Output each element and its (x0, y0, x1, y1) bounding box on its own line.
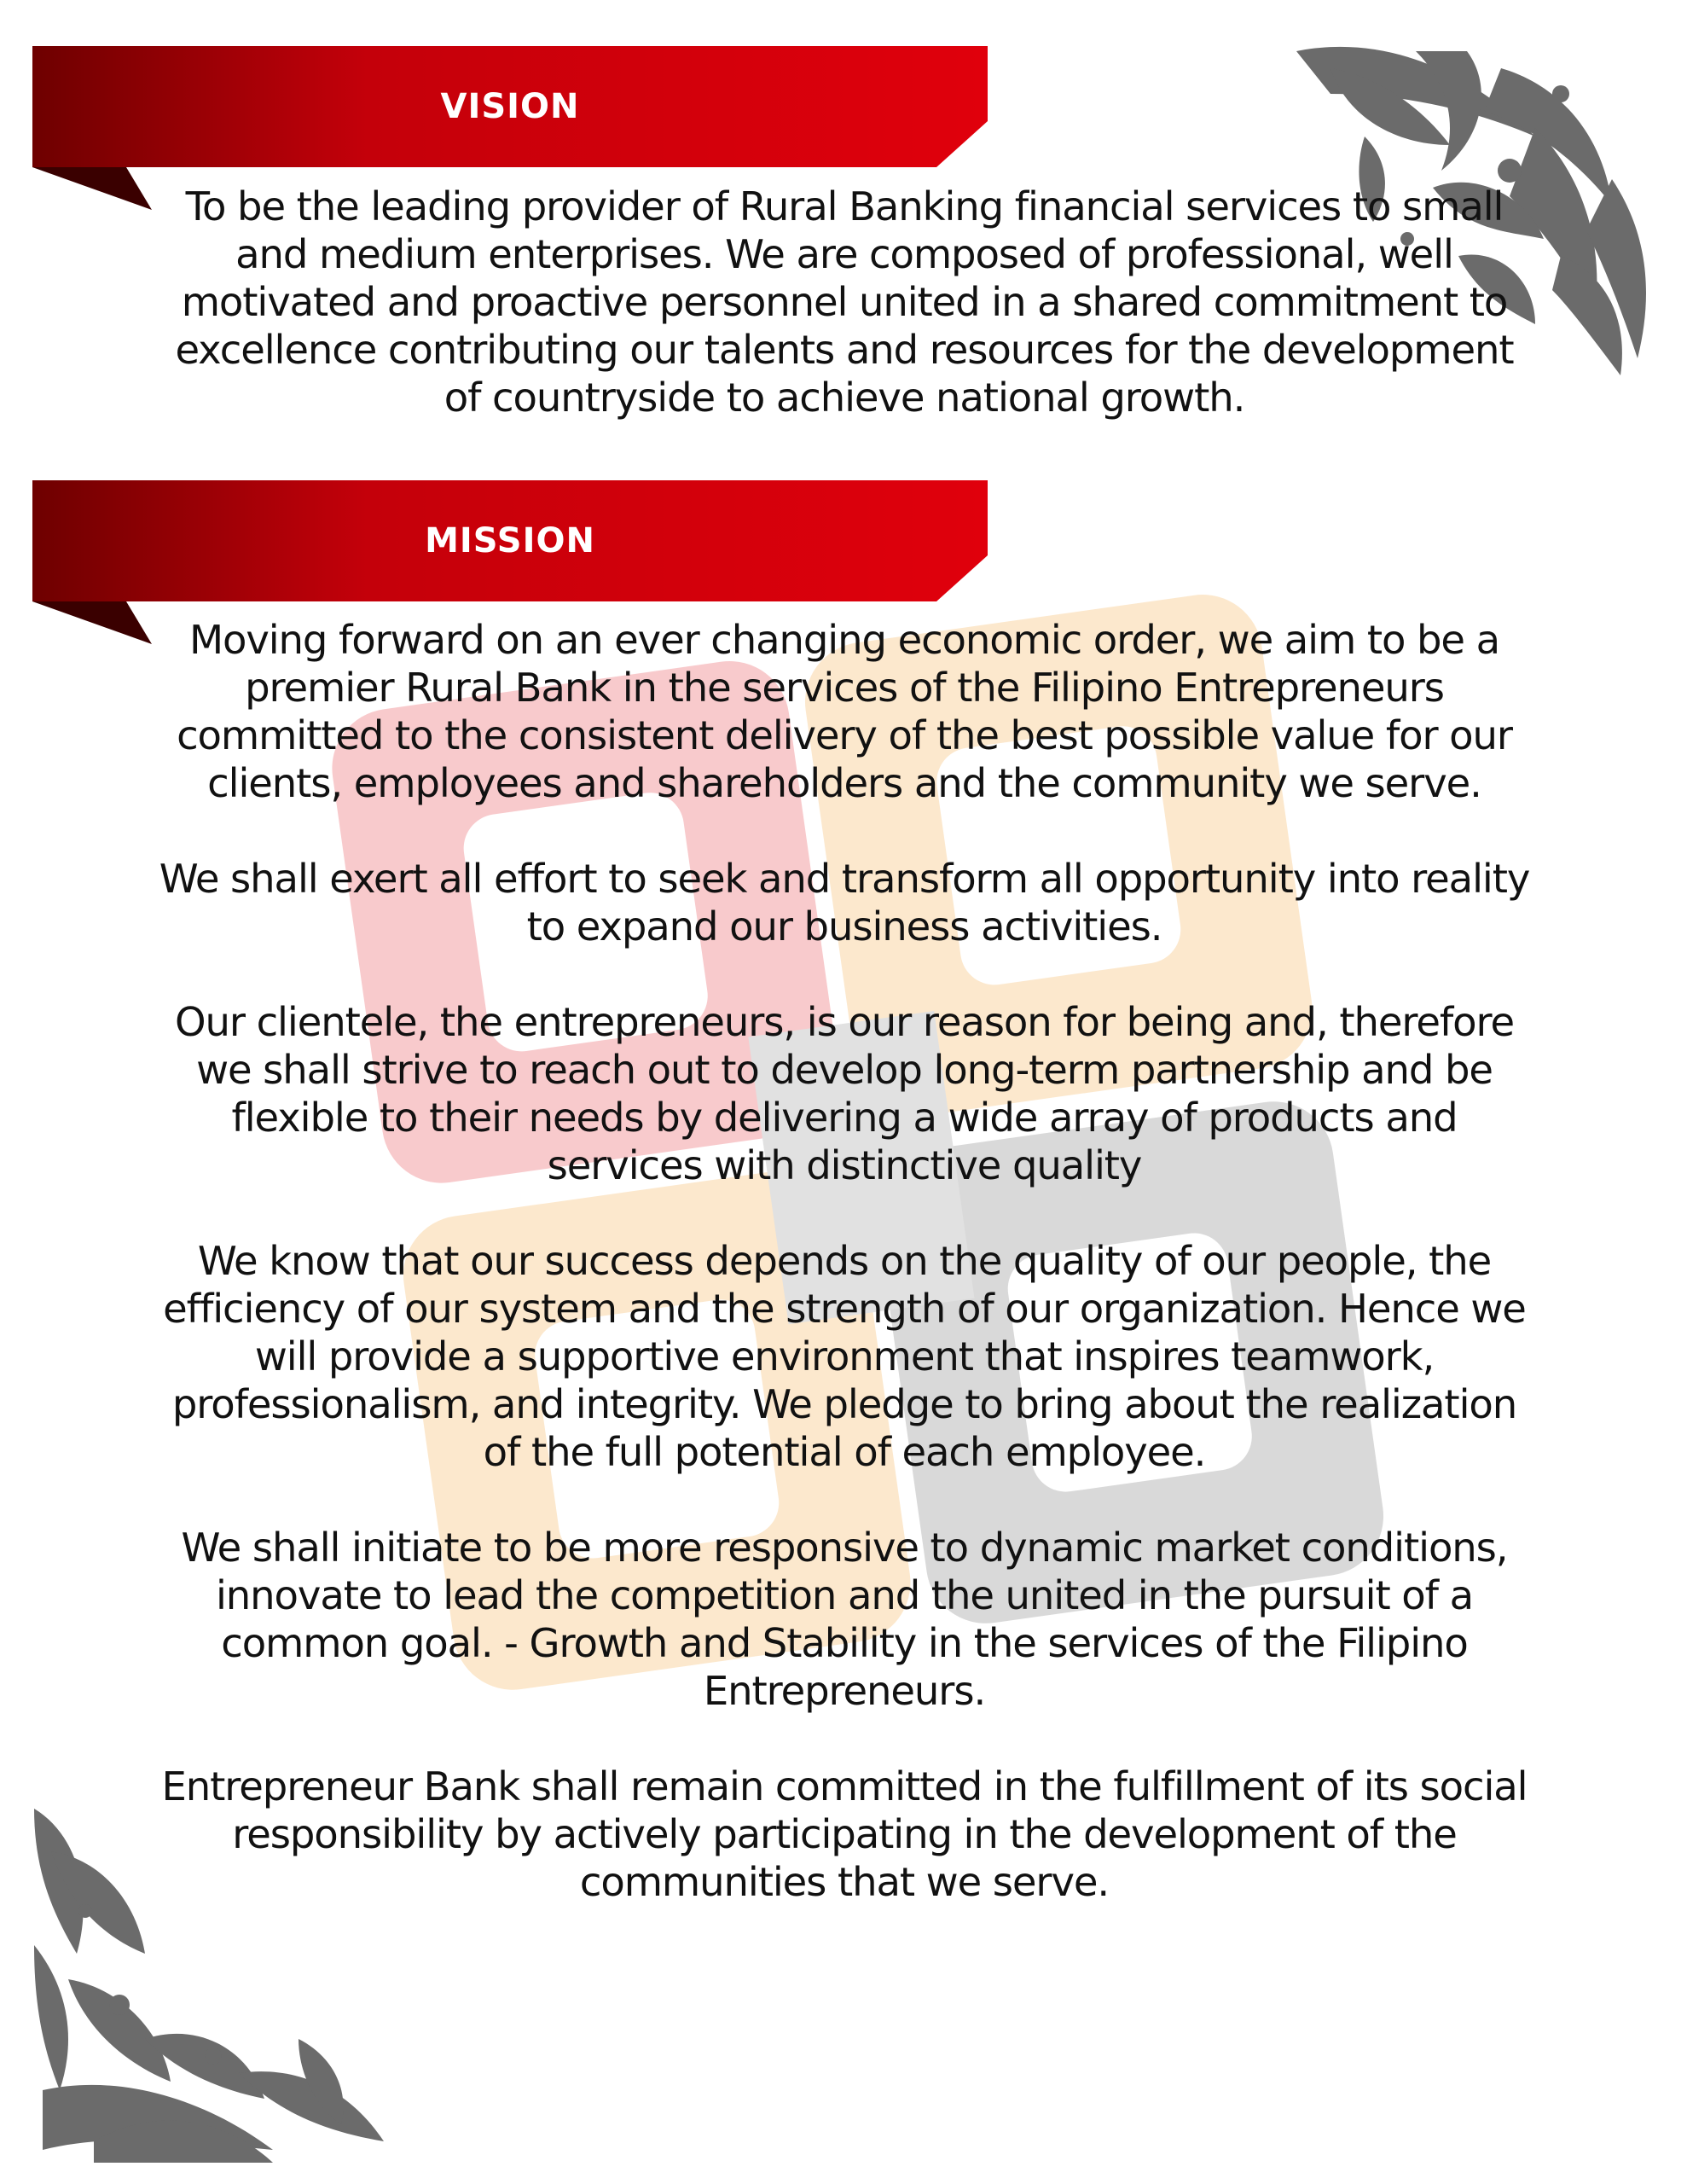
mission-heading: MISSION (425, 521, 595, 561)
mission-text (154, 616, 1535, 1954)
vision-paragraph: To be the leading provider of Rural Banking financial services to small and medium enterprises. We are composed of professional, well motivated and proactive personnel united in a shared commitment to excellence contributing our talents and resources for the development of countryside to achieve national growth. (175, 183, 1514, 421)
mission-paragraph: We know that our success depends on the quality of our people, the efficiency of our system and the strength of our organization. Hence we will provide a supportive environment that inspires teamwork, professionalism, and integrity. We pledge to bring about the realization of the full potential of each employee. (163, 1238, 1526, 1475)
mission-paragraph: Moving forward on an ever changing economic order, we aim to be a premier Rural Bank in the services of the Filipino Entrepreneurs committed to the consistent delivery of the best possible value for our clients, employees and shareholders and the community we serve. (177, 617, 1512, 806)
vision-text (154, 183, 1535, 421)
mission-paragraph: Our clientele, the entrepreneurs, is our reason for being and, therefore we shall strive to reach out to develop long-term partnership and be flexible to their needs by delivering a wide array of products and services with distinctive quality (175, 999, 1514, 1188)
vision-heading: VISION (440, 87, 580, 126)
mission-paragraph: We shall exert all effort to seek and transform all opportunity into reality to expand our business activities. (159, 856, 1530, 950)
mission-paragraph: We shall initiate to be more responsive to dynamic market conditions, innovate to lead the competition and the united in the pursuit of a common goal. - Growth and Stability in the services of the Filipino Entrepreneurs. (181, 1525, 1508, 1714)
mission-paragraph: Entrepreneur Bank shall remain committed in the fulfillment of its social responsibility by actively participating in the development of the communities that we serve. (161, 1763, 1528, 1905)
